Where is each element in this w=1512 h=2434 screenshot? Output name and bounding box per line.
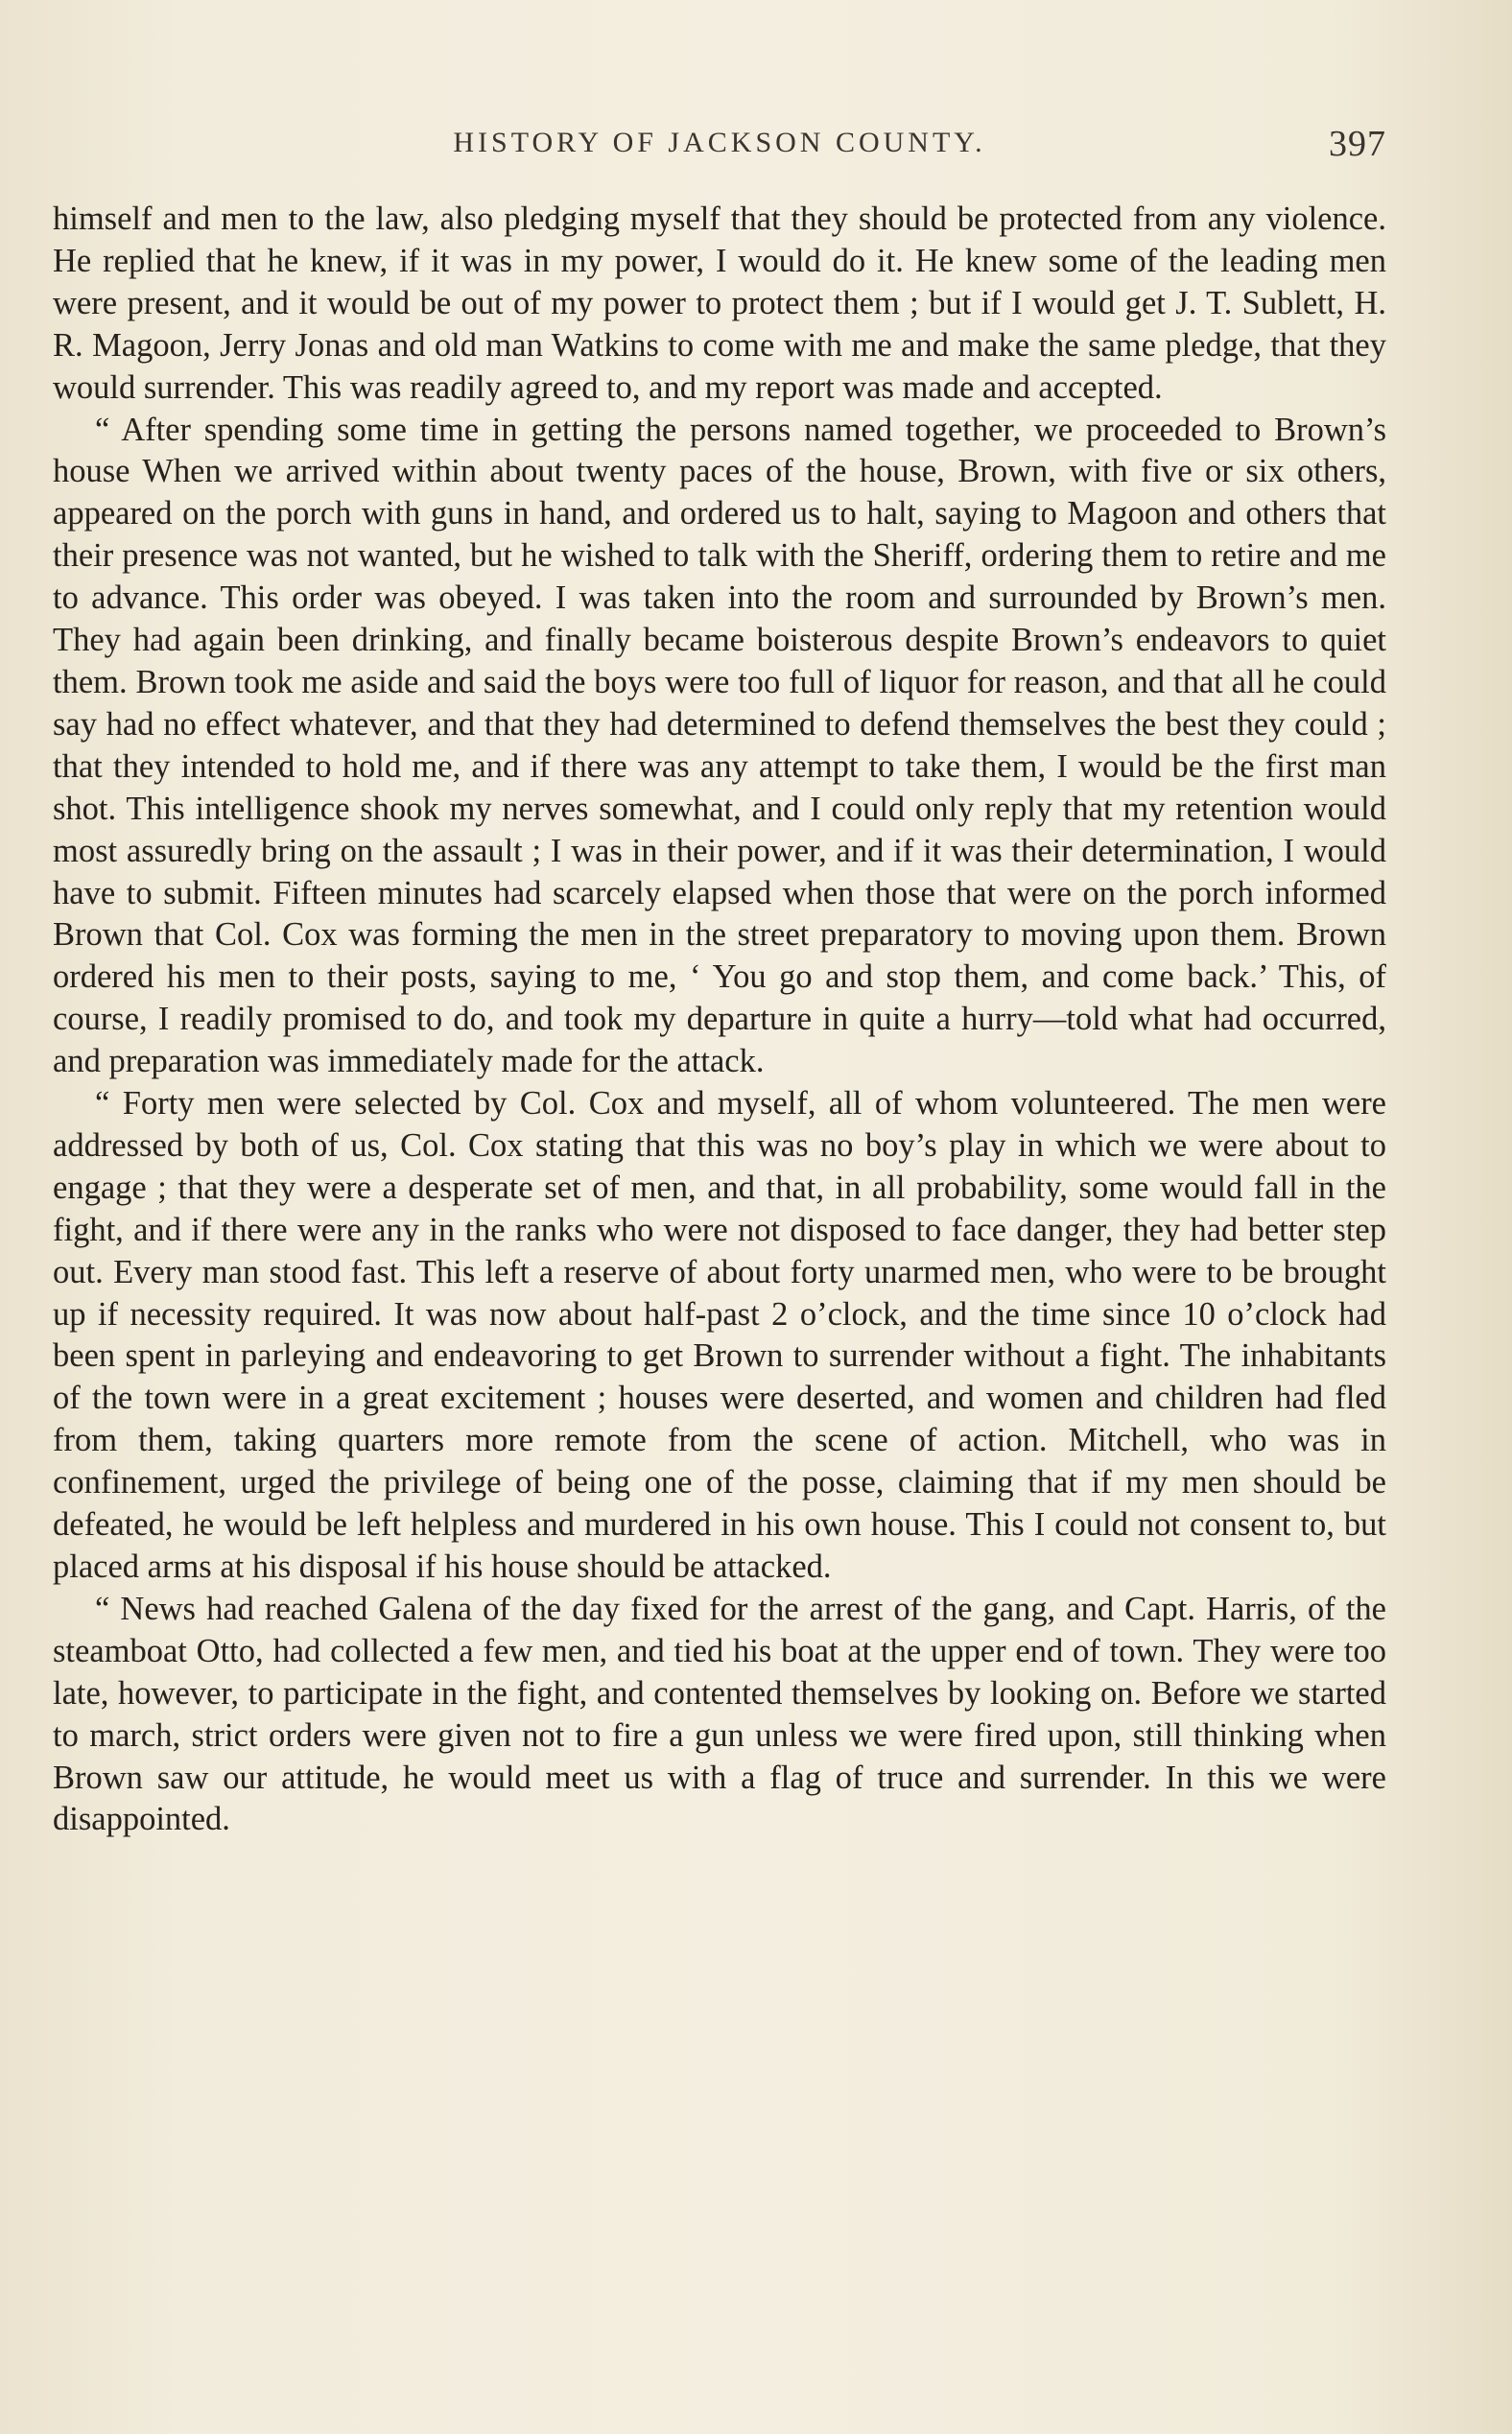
paragraph-galena-news: “ News had reached Galena of the day fixed for the arrest of the gang, and Capt. Harris, of the steamboat Otto, had collected a few men, and tied his boat at the upper end of town. They were too late, however, to participate in the fight, and contented themselves by looking on. Before we started to march, strict orders were given not to fire a gun unless we were fired upon, still thinking when Brown saw our attitude, he would meet us with a flag of truce and surrender. In this we were disappointed. — [53, 1590, 1386, 1838]
running-header — [53, 119, 1386, 167]
page-number: 397 — [1329, 124, 1386, 164]
body-text — [53, 199, 1386, 1841]
paragraph-continuation: himself and men to the law, also pledging myself that they should be protected from any violence. He replied that he knew, if it was in my power, I would do it. He knew some of the leading men were present, and it would be out of my power to protect them ; but if I would get J. T. Sublett, H. R. Magoon, Jerry Jonas and old man Watkins to come with me and make the same pledge, that they would surrender. This was readily agreed to, and my report was made and accepted. — [53, 201, 1386, 406]
paragraph-forty-men: “ Forty men were selected by Col. Cox and myself, all of whom volunteered. The men were addressed by both of us, Col. Cox stating that this was no boy’s play in which we were about to engage ; that they were a desperate set of men, and that, in all probability, some would fall in the fight, and if there were any in the ranks who were not disposed to face danger, they had better step out. Every man stood fast. This left a reserve of about forty unarmed men, who were to be brought up if necessity required. It was now about half-past 2 o’clock, and the time since 10 o’clock had been spent in parleying and endeavoring to get Brown to surrender without a fight. The inhabitants of the town were in a great excitement ; houses were deserted, and women and children had fled from them, taking quarters more remote from the scene of action. Mitchell, who was in confinement, urged the privilege of being one of the posse, claiming that if my men should be defeated, he would be left helpless and murdered in his own house. This I could not consent to, but placed arms at his disposal if his house should be attacked. — [53, 1085, 1386, 1585]
running-title: HISTORY OF JACKSON COUNTY. — [453, 127, 986, 158]
paragraph-brown-house: “ After spending some time in getting the persons named together, we proceeded to Brown’s house When we arrived within about twenty paces of the house, Brown, with five or six others, appeared on the porch with guns in hand, and ordered us to halt, saying to Magoon and others that their presence was not wanted, but he wished to talk with the Sheriff, ordering them to retire and me to advance. This order was obeyed. I was taken into the room and surrounded by Brown’s men. They had again been drinking, and finally became boisterous despite Brown’s endeavors to quiet them. Brown took me aside and said the boys were too full of liquor for reason, and that all he could say had no effect whatever, and that they had determined to defend themselves the best they could ; that they intended to hold me, and if there was any attempt to take them, I would be the first man shot. This intelligence shook my nerves somewhat, and I could only reply that my retention would most assuredly bring on the assault ; I was in their power, and if it was their determination, I would have to submit. Fifteen minutes had scarcely elapsed when those that were on the porch informed Brown that Col. Cox was forming the men in the street preparatory to moving upon them. Brown ordered his men to their posts, saying to me, ‘ You go and stop them, and come back.’ This, of course, I readily promised to do, and took my departure in quite a hurry—told what had occurred, and preparation was immediately made for the attack. — [53, 411, 1386, 1080]
